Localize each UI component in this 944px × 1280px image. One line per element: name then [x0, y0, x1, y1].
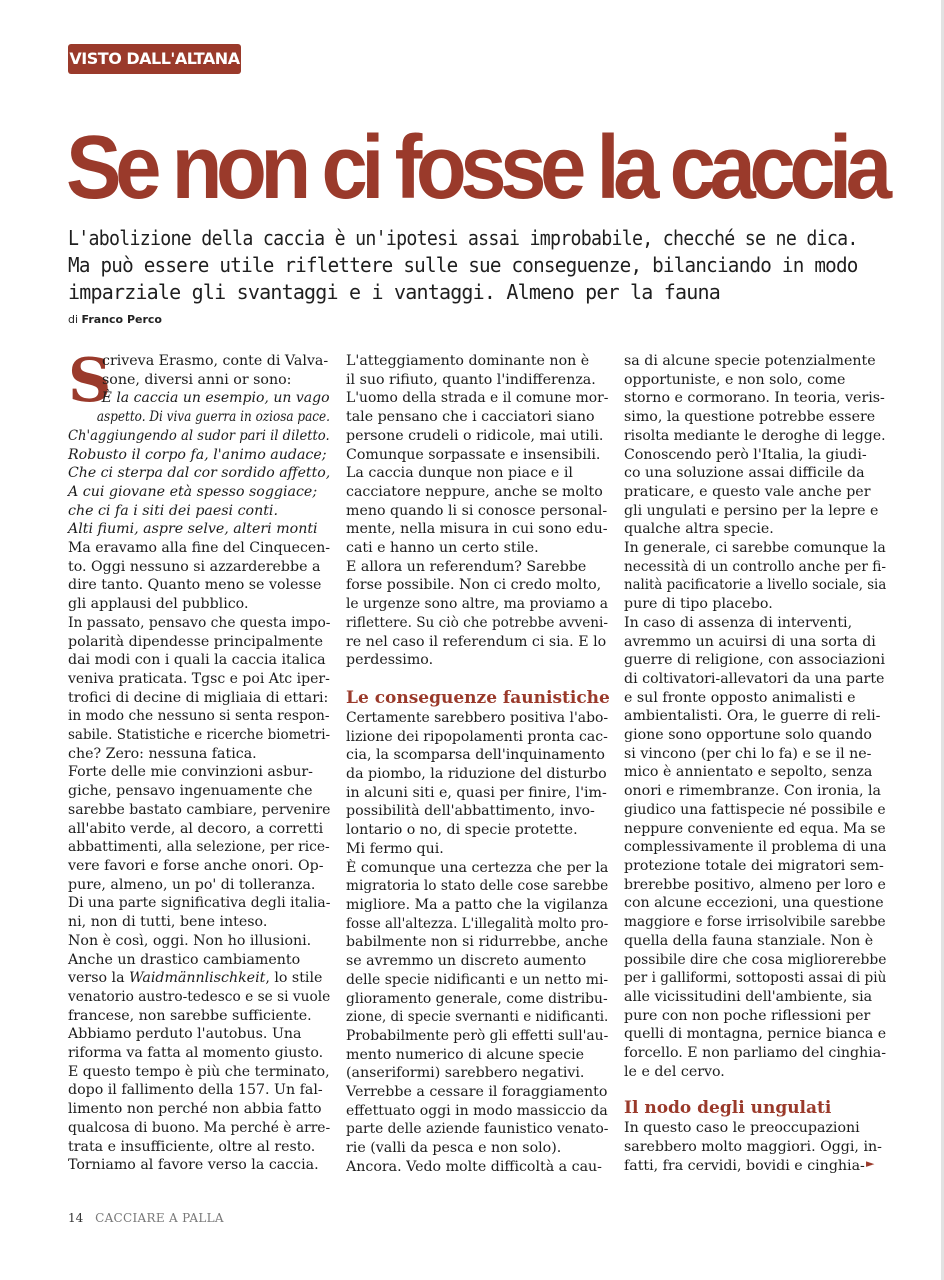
text-line: re nel caso il referendum ci sia. E lo	[346, 633, 607, 650]
text-line: si vincono (per chi lo fa) e se il ne-	[624, 745, 872, 762]
text-line: La caccia dunque non piace e il	[346, 465, 573, 482]
text-line: maggiore e forse irrisolvibile sarebbe	[624, 914, 886, 931]
text-line: complessivamente il problema di una	[624, 839, 887, 856]
text-line: mento numerico di alcune specie	[346, 1046, 585, 1063]
page-footer	[68, 1211, 224, 1225]
text-line: forcello. E non parliamo del cinghia-	[624, 1045, 887, 1062]
text-line: Ma eravamo alla fine del Cinquecen-	[68, 540, 331, 557]
text-line: migratoria lo stato delle cose sarebbe	[346, 878, 609, 895]
text-line: In questo caso le preoccupazioni	[624, 1120, 860, 1137]
text-line: gione sono opportune solo quando	[624, 727, 872, 744]
column-2	[346, 352, 608, 1177]
text-line: ni, non di tutti, bene inteso.	[68, 914, 268, 931]
column-text	[346, 352, 608, 670]
column-text	[624, 352, 886, 1081]
text-line: sabile. Statistiche e ricerche biometri-	[68, 727, 331, 744]
text-line: rie (valli da pesca e non solo).	[346, 1140, 562, 1157]
text-line: sone, diversi anni or sono:	[102, 371, 292, 388]
text-line: In passato, pensavo che questa impo-	[68, 614, 331, 631]
text-line: dopo il fallimento della 157. Un fal-	[68, 1082, 323, 1099]
text-line: Alti fiumi, aspre selve, alteri monti	[68, 521, 318, 538]
text-line: guerre di religione, con associazioni	[624, 652, 886, 669]
continue-arrow-icon: ►	[866, 1157, 875, 1170]
text-line: brerebbe positivo, almeno per loro e	[624, 876, 886, 893]
text-line: gli ungulati e persino per la lepre e	[624, 502, 879, 519]
text-line: il suo rifiuto, quanto l'indifferenza.	[346, 371, 596, 388]
text-line: glioramento generale, come distribu-	[346, 990, 608, 1007]
text-line: criveva Erasmo, conte di Valva-	[102, 353, 329, 369]
text-line: Che ci sterpa dal cor sordido affetto,	[68, 465, 331, 482]
text-line: Di una parte significativa degli italia-	[68, 895, 331, 912]
byline	[68, 313, 162, 326]
text-line: che? Zero: nessuna fatica.	[68, 745, 257, 762]
text-line: nalità pacificatorie a livello sociale, sia	[624, 577, 887, 594]
text-line: e sul fronte opposto animalisti e	[624, 689, 856, 706]
text-line: avremmo un acuirsi di una sorta di	[624, 633, 876, 650]
text-line: risolta mediante le deroghe di legge.	[624, 427, 886, 444]
text-line: trata e insufficiente, oltre al resto.	[68, 1138, 316, 1155]
text-line: Certamente sarebbero positiva l'abo-	[346, 709, 609, 726]
text-line: se avremmo un discreto aumento	[346, 953, 587, 970]
text-line: mico è annientato e sepolto, senza	[624, 764, 873, 781]
text-line: sarebbero molto maggiori. Oggi, in-	[624, 1139, 882, 1156]
headline: Se non ci fosse la caccia	[66, 118, 886, 218]
text-line: da piombo, la riduzione del disturbo	[346, 766, 607, 783]
text-line: cia, la scomparsa dell'inquinamento	[346, 747, 605, 764]
text-line: simo, la questione potrebbe essere	[624, 409, 876, 426]
text-line: E questo tempo è più che terminato,	[68, 1063, 330, 1080]
text-line: babilmente non si ridurrebbe, anche	[346, 934, 609, 951]
text-line: necessità di un controllo anche per fi-	[624, 558, 886, 575]
text-line: parte delle aziende faunistico venato-	[346, 1121, 609, 1138]
text-line: giudico una fattispecie né possibile e	[624, 801, 886, 818]
text-line: quelli di montagna, pernice bianca e	[624, 1026, 887, 1043]
text-line: migliore. Ma a patto che la vigilanza	[346, 896, 609, 913]
text-line: qualche altra specie.	[624, 521, 774, 538]
lead-line: Ma può essere utile riflettere sulle sue conseguenze, bilanciando in modo	[68, 253, 858, 277]
text-line: Mi fermo qui.	[346, 840, 444, 857]
text-segment: verso la	[68, 970, 130, 987]
text-line: cati e hanno un certo stile.	[346, 540, 539, 557]
text-line: neppure conveniente ed equa. Ma se	[624, 820, 886, 837]
text-line: le urgenze sono altre, ma proviamo a	[346, 596, 609, 613]
text-line: praticare, e questo vale anche per	[624, 483, 871, 500]
text-line: trofici di decine di migliaia di ettari:	[68, 689, 329, 706]
text-line: pure, almeno, un po' di tolleranza.	[68, 876, 316, 893]
text-line: Torniamo al favore verso la caccia.	[68, 1157, 319, 1174]
text-line: con alcune eccezioni, una questione	[624, 895, 884, 912]
text-line: È la caccia un esempio, un vago	[101, 390, 330, 407]
text-line: zione, di specie svernanti e nidificanti.	[346, 1009, 609, 1026]
text-line: to. Oggi nessuno si azzarderebbe a	[68, 558, 321, 575]
text-line: Conoscendo però l'Italia, la giudi-	[624, 446, 867, 463]
text-line: possibilità dell'abbattimento, invo-	[346, 803, 595, 820]
text-line: all'abito verde, al decoro, a corretti	[68, 820, 324, 837]
text-line: L'uomo della strada e il comune mor-	[346, 390, 609, 407]
text-line: lizione dei ripopolamenti pronta cac-	[346, 728, 608, 745]
column-3	[624, 352, 886, 1176]
text-line: quella della fauna stanziale. Non è	[624, 932, 874, 949]
text-line: Robusto il corpo fa, l'animo audace;	[68, 446, 327, 463]
page-number: 14	[68, 1211, 84, 1225]
text-line: (anseriformi) sarebbero negativi.	[346, 1065, 585, 1082]
text-line: Anche un drastico cambiamento	[68, 951, 301, 968]
text-line: co una soluzione assai difficile da	[624, 465, 865, 482]
text-line: dai modi con i quali la caccia italica	[68, 652, 326, 669]
text-line: storno e cormorano. In teoria, veris-	[624, 390, 885, 407]
text-line: abbattimenti, alla selezione, per rice-	[68, 839, 330, 856]
text-line: che ci fa i siti dei paesi conti.	[68, 502, 278, 519]
text-line: gli applausi del pubblico.	[68, 596, 249, 613]
text-line: venatorio austro-tedesco e se si vuole	[68, 988, 331, 1005]
lead-paragraph	[68, 225, 858, 306]
text-line: polarità dipendesse principalmente	[68, 633, 323, 650]
foreign-term: Waidmännlischkeit	[129, 970, 266, 987]
text-line: francese, non sarebbe sufficiente.	[68, 1007, 312, 1024]
text-line: lontario o no, di specie protette.	[346, 822, 578, 839]
text-line: Probabilmente però gli effetti sull'au-	[346, 1027, 609, 1044]
text-line: alle vicissitudini dell'ambiente, sia	[624, 988, 873, 1005]
text-line: Ancora. Vedo molte difficoltà a cau-	[346, 1158, 602, 1175]
text-line: aspetto. Di viva guerra in oziosa pace.	[96, 409, 330, 426]
text-line: limento non perché non abbia fatto	[68, 1101, 322, 1118]
text-line: effettuato oggi in modo massiccio da	[346, 1102, 608, 1119]
text-line: Forte delle mie convinzioni asbur-	[68, 764, 313, 781]
text-line: per i galliformi, sottoposti assai di più	[624, 970, 887, 987]
text-line: meno quando li si conosce personal-	[346, 502, 608, 519]
text-line: mente, nella misura in cui sono edu-	[346, 521, 608, 538]
text-line: riflettere. Su ciò che potrebbe avveni-	[346, 614, 608, 631]
text-line: sa di alcune specie potenzialmente	[624, 353, 876, 369]
text-line: forse possibile. Non ci credo molto,	[346, 577, 602, 594]
text-line: Comunque sorpassate e insensibili.	[346, 446, 601, 463]
text-line: E allora un referendum? Sarebbe	[346, 558, 587, 575]
lead-line: imparziale gli svantaggi e i vantaggi. Almeno per la fauna	[68, 280, 720, 304]
text-line: veniva praticata. Tgsc e poi Atc iper-	[68, 670, 330, 687]
magazine-name: CACCIARE A PALLA	[95, 1211, 224, 1225]
text-line: L'atteggiamento dominante non è	[346, 353, 590, 369]
text-line: protezione totale dei migratori sem-	[624, 857, 884, 874]
quoted-verse	[68, 389, 330, 539]
section-kicker: VISTO DALL'ALTANA	[68, 44, 241, 74]
text-line: Ch'aggiungendo al sudor pari il diletto.	[68, 427, 330, 444]
text-line: Abbiamo perduto l'autobus. Una	[68, 1026, 302, 1043]
text-line: tale pensano che i cacciatori siano	[346, 409, 595, 426]
text-line: riforma va fatta al momento giusto.	[68, 1045, 324, 1062]
subheading: Il nodo degli ungulati	[624, 1098, 832, 1119]
text-segment: , lo stile	[265, 970, 323, 987]
text-line: qualcosa di buono. Ma perché è arre-	[68, 1119, 331, 1136]
text-line: dire tanto. Quanto meno se volesse	[68, 577, 322, 594]
text-line: pure di tipo placebo.	[624, 596, 773, 613]
text-line: persone crudeli o ridicole, mai utili.	[346, 427, 604, 444]
text-line: perdessimo.	[346, 652, 434, 669]
text-line: in alcuni siti e, quasi per finire, l'im-	[346, 784, 607, 801]
text-line: ambientalisti. Ora, le guerre di reli-	[624, 708, 881, 725]
text-line: onori e rimembranze. Con ironia, la	[624, 783, 881, 800]
text-line: In generale, ci sarebbe comunque la	[624, 540, 886, 557]
subheading: Le conseguenze faunistiche	[346, 687, 610, 708]
text-line: pure con non poche riflessioni per	[624, 1007, 871, 1024]
text-line: In caso di assenza di interventi,	[624, 614, 853, 631]
text-line: È comunque una certezza che per la	[346, 859, 609, 876]
text-line: in modo che nessuno si senta respon-	[68, 708, 330, 725]
author-name: Franco Perco	[81, 313, 162, 326]
column-1	[68, 346, 331, 1175]
text-line: di coltivatori-allevatori da una parte	[624, 670, 885, 687]
text-line: possibile dire che cosa migliorerebbe	[624, 951, 887, 968]
byline-prefix: di	[68, 313, 79, 326]
text-line: Non è così, oggi. Non ho illusioni.	[68, 932, 312, 949]
column-text	[68, 539, 330, 969]
lead-line: L'abolizione della caccia è un'ipotesi assai improbabile, checché se ne dica.	[68, 226, 858, 250]
text-line: fatti, fra cervidi, bovidi e cinghia-	[624, 1157, 865, 1174]
column-text	[346, 709, 608, 1177]
text-line: fosse all'altezza. L'illegalità molto pro-	[346, 915, 609, 932]
text-line: sarebbe bastato cambiare, pervenire	[68, 801, 331, 818]
text-line: giche, pensavo ingenuamente che	[68, 783, 313, 800]
text-line: vere favori e forse anche onori. Op-	[68, 857, 324, 874]
column-text	[68, 988, 330, 1175]
text-line: opportuniste, e non solo, come	[624, 371, 846, 388]
text-line: A cui giovane età spesso soggiace;	[68, 483, 318, 500]
text-line	[68, 969, 330, 988]
text-line: Verrebbe a cessare il foraggiamento	[346, 1084, 608, 1101]
text-line: delle specie nidificanti e un netto mi-	[346, 971, 609, 988]
drop-cap: S	[68, 346, 112, 416]
column-text	[624, 1119, 886, 1175]
text-line: cacciatore neppure, anche se molto	[346, 483, 603, 500]
text-line: le e del cervo.	[624, 1063, 725, 1080]
